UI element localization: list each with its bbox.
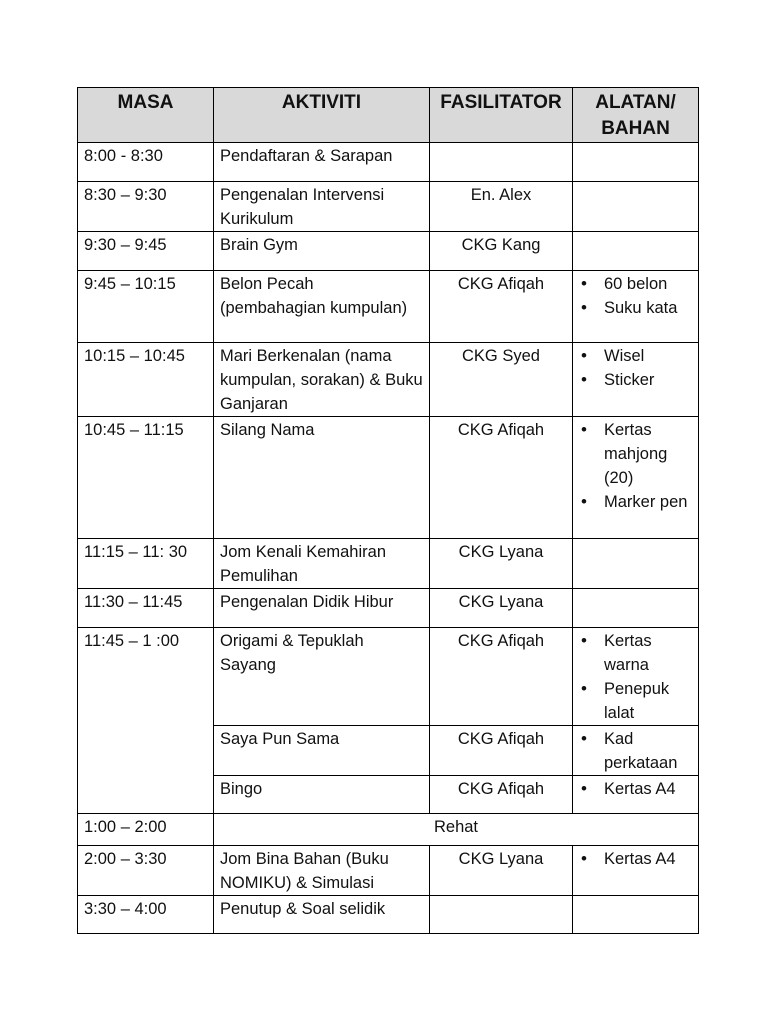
cell-masa: 10:45 – 11:15 [78,417,214,539]
cell-masa: 9:45 – 10:15 [78,271,214,343]
cell-fasilitator: En. Alex [430,182,573,232]
cell-fasilitator: CKG Lyana [430,539,573,589]
cell-alatan [573,846,699,896]
list-item: • Kad perkataan [579,727,692,775]
list-item: • Kertas A4 [579,777,692,801]
table-row [78,628,699,726]
cell-masa: 11:30 – 11:45 [78,589,214,628]
table-row [78,417,699,539]
cell-alatan [573,776,699,814]
cell-fasilitator: CKG Afiqah [430,776,573,814]
list-item: • Kertas A4 [579,847,692,871]
list-item: • Wisel [579,344,692,368]
cell-masa: 8:00 - 8:30 [78,143,214,182]
table-row [78,143,699,182]
bullet-list [579,418,692,514]
cell-alatan [573,896,699,934]
header-masa: MASA [78,88,214,143]
cell-fasilitator [430,896,573,934]
cell-aktiviti: Pendaftaran & Sarapan [214,143,430,182]
cell-aktiviti: Mari Berkenalan (nama kumpulan, sorakan) & Buku Ganjaran [214,343,430,417]
cell-aktiviti: Saya Pun Sama [214,726,430,776]
cell-alatan [573,726,699,776]
bullet-list [579,847,692,871]
cell-aktiviti: Pengenalan Intervensi Kurikulum [214,182,430,232]
cell-masa: 8:30 – 9:30 [78,182,214,232]
cell-fasilitator: CKG Afiqah [430,628,573,726]
bullet-list [579,727,692,775]
list-item: • 60 belon [579,272,692,296]
list-item: • Kertas warna [579,629,692,677]
cell-masa: 11:15 – 11: 30 [78,539,214,589]
header-fasilitator: FASILITATOR [430,88,573,143]
cell-aktiviti: Belon Pecah (pembahagian kumpulan) [214,271,430,343]
cell-alatan [573,589,699,628]
table-row [78,896,699,934]
table-row [78,232,699,271]
cell-fasilitator: CKG Kang [430,232,573,271]
list-item: • Penepuk lalat [579,677,692,725]
cell-fasilitator: CKG Lyana [430,589,573,628]
cell-aktiviti: Penutup & Soal selidik [214,896,430,934]
bullet-list [579,272,692,320]
cell-fasilitator: CKG Afiqah [430,417,573,539]
cell-alatan [573,232,699,271]
cell-masa: 9:30 – 9:45 [78,232,214,271]
cell-aktiviti: Jom Kenali Kemahiran Pemulihan [214,539,430,589]
cell-alatan [573,628,699,726]
cell-fasilitator: CKG Lyana [430,846,573,896]
cell-masa: 2:00 – 3:30 [78,846,214,896]
cell-aktiviti: Origami & Tepuklah Sayang [214,628,430,726]
cell-fasilitator: CKG Afiqah [430,726,573,776]
list-item: • Kertas mahjong (20) [579,418,692,490]
header-aktiviti: AKTIVITI [214,88,430,143]
cell-rehat: Rehat [214,814,699,846]
bullet-list [579,777,692,801]
table-row [78,182,699,232]
cell-alatan [573,417,699,539]
table-row [78,846,699,896]
cell-masa: 3:30 – 4:00 [78,896,214,934]
header-row [78,88,699,143]
cell-alatan [573,271,699,343]
schedule-table [77,87,699,934]
cell-alatan [573,539,699,589]
bullet-list [579,629,692,725]
cell-alatan [573,143,699,182]
table-row [78,814,699,846]
cell-aktiviti: Silang Nama [214,417,430,539]
list-item: • Marker pen [579,490,692,514]
cell-aktiviti: Brain Gym [214,232,430,271]
cell-fasilitator: CKG Syed [430,343,573,417]
table-row [78,539,699,589]
list-item: • Sticker [579,368,692,392]
table-row [78,343,699,417]
cell-masa: 10:15 – 10:45 [78,343,214,417]
list-item: • Suku kata [579,296,692,320]
cell-aktiviti: Bingo [214,776,430,814]
table-row [78,271,699,343]
cell-masa: 11:45 – 1 :00 [78,628,214,814]
bullet-list [579,344,692,392]
cell-aktiviti: Jom Bina Bahan (Buku NOMIKU) & Simulasi [214,846,430,896]
cell-aktiviti: Pengenalan Didik Hibur [214,589,430,628]
cell-fasilitator: CKG Afiqah [430,271,573,343]
cell-fasilitator [430,143,573,182]
header-alatan: ALATAN/ BAHAN [573,88,699,143]
cell-alatan [573,182,699,232]
cell-alatan [573,343,699,417]
table-row [78,589,699,628]
cell-masa: 1:00 – 2:00 [78,814,214,846]
